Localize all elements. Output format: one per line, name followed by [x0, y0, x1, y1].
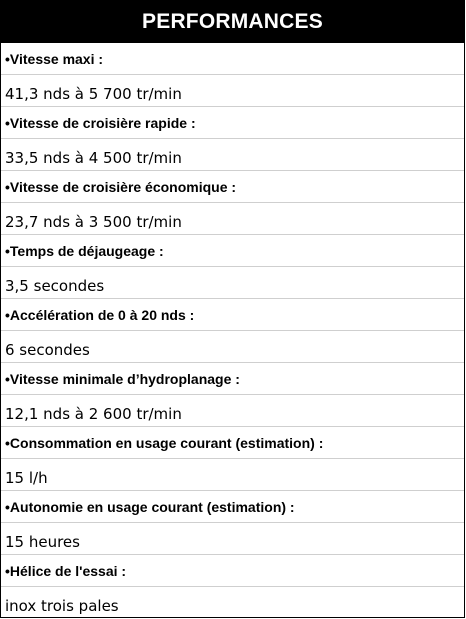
value-vitesse-maxi: 41,3 nds à 5 700 tr/min: [5, 84, 182, 103]
row-value-vitesse-maxi: [1, 75, 464, 107]
value-croisiere-economique: 23,7 nds à 3 500 tr/min: [5, 212, 182, 231]
row-label-croisiere-rapide: [1, 107, 464, 139]
table-title: PERFORMANCES: [142, 9, 323, 33]
row-label-croisiere-economique: [1, 171, 464, 203]
value-hydroplanage: 12,1 nds à 2 600 tr/min: [5, 404, 182, 423]
row-value-autonomie: [1, 523, 464, 555]
row-value-dejaugeage: [1, 267, 464, 299]
row-label-acceleration: [1, 299, 464, 331]
value-helice: inox trois pales: [5, 597, 119, 615]
row-label-dejaugeage: [1, 235, 464, 267]
row-value-croisiere-economique: [1, 203, 464, 235]
label-dejaugeage: •Temps de déjaugeage :: [5, 242, 164, 259]
value-consommation: 15 l/h: [5, 468, 48, 487]
label-acceleration: •Accélération de 0 à 20 nds :: [5, 306, 195, 323]
value-autonomie: 15 heures: [5, 532, 80, 551]
label-vitesse-maxi: •Vitesse maxi :: [5, 50, 104, 67]
value-acceleration: 6 secondes: [5, 340, 90, 359]
row-value-croisiere-rapide: [1, 139, 464, 171]
row-value-helice: [1, 587, 464, 619]
label-helice: •Hélice de l'essai :: [5, 562, 127, 579]
row-label-hydroplanage: [1, 363, 464, 395]
row-value-consommation: [1, 459, 464, 491]
row-value-acceleration: [1, 331, 464, 363]
table-body: [1, 43, 464, 619]
label-croisiere-economique: •Vitesse de croisière économique :: [5, 178, 237, 195]
value-dejaugeage: 3,5 secondes: [5, 276, 105, 295]
label-autonomie: •Autonomie en usage courant (estimation) :: [5, 498, 295, 515]
row-value-hydroplanage: [1, 395, 464, 427]
row-label-vitesse-maxi: [1, 43, 464, 75]
table-header: [1, 0, 464, 43]
row-label-autonomie: [1, 491, 464, 523]
label-consommation: •Consommation en usage courant (estimation) :: [5, 434, 324, 451]
row-label-consommation: [1, 427, 464, 459]
row-label-helice: [1, 555, 464, 587]
label-croisiere-rapide: •Vitesse de croisière rapide :: [5, 114, 196, 131]
value-croisiere-rapide: 33,5 nds à 4 500 tr/min: [5, 148, 182, 167]
label-hydroplanage: •Vitesse minimale d’hydroplanage :: [5, 370, 240, 387]
